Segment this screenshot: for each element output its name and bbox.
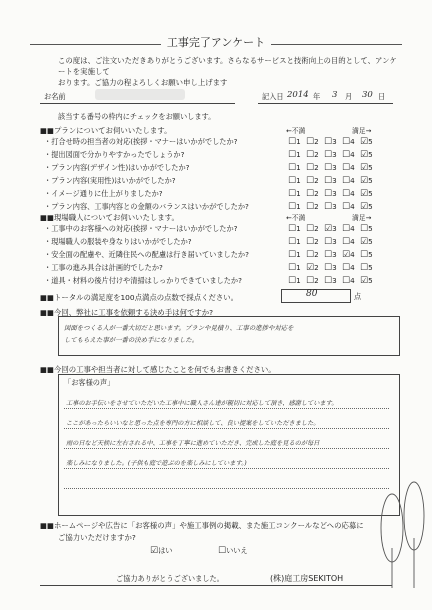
intro-line: おります。ご協力の程よろしくお願い申し上げます	[58, 78, 228, 87]
checkbox-empty-icon[interactable]: ☐	[306, 163, 315, 173]
checkbox-empty-icon[interactable]: ☐	[324, 150, 333, 160]
redacted-name	[95, 89, 185, 100]
total-score: 80	[306, 289, 318, 299]
section2-option[interactable]	[360, 237, 373, 247]
section2-question: ・道具・材料の後片付けや清掃はしっかりできていましたか?	[44, 276, 242, 285]
checkbox-checked-icon[interactable]: ☑	[360, 189, 369, 199]
section1-question: ・プラン内容(デザイン性)はいかがでしたか?	[44, 163, 190, 172]
checkbox-empty-icon[interactable]: ☐	[342, 202, 351, 212]
checkbox-empty-icon[interactable]: ☐	[342, 163, 351, 173]
option-number: 4	[350, 176, 355, 185]
checkbox-empty-icon[interactable]: ☐	[288, 150, 297, 160]
section1-scale-high: 満足→	[352, 127, 372, 135]
option-number: 3	[332, 250, 337, 259]
section2-option[interactable]	[306, 276, 319, 286]
option-number: 4	[350, 276, 355, 285]
section2-option[interactable]	[324, 237, 337, 247]
section1-option[interactable]	[360, 189, 373, 199]
option-number: 5	[368, 202, 373, 211]
reason-line: してもらえた事が一番の決め手になりました。	[64, 336, 199, 344]
checkbox-empty-icon[interactable]: ☐	[324, 237, 333, 247]
section2-option[interactable]	[324, 276, 337, 286]
section1-option[interactable]	[324, 189, 337, 199]
voice-rule	[64, 488, 389, 489]
section2-option[interactable]	[342, 237, 355, 247]
option-number: 2	[314, 224, 319, 233]
checkbox-empty-icon[interactable]: ☐	[306, 150, 315, 160]
homepage-no[interactable]	[218, 546, 248, 556]
option-number: 3	[332, 189, 337, 198]
section2-option[interactable]	[288, 224, 301, 234]
section2-option[interactable]	[342, 263, 355, 273]
tree-illustration-icon	[372, 478, 428, 590]
section2-option[interactable]	[288, 250, 301, 260]
date-field[interactable]	[258, 103, 393, 104]
section2-option[interactable]	[306, 237, 319, 247]
option-number: 5	[368, 237, 373, 246]
section2-option[interactable]	[324, 250, 337, 260]
section2-option[interactable]	[360, 263, 373, 273]
date-day: 30	[362, 90, 373, 100]
instruction: 該当する番号の枠内にチェックをお願いします。	[58, 112, 216, 121]
option-number: 5	[368, 137, 373, 146]
voice-text	[66, 394, 388, 474]
checkbox-empty-icon[interactable]: ☐	[342, 224, 351, 234]
company-name: (株)庭工房SEKITOH	[270, 574, 344, 583]
checkbox-empty-icon[interactable]: ☐	[306, 176, 315, 186]
option-number: 3	[332, 237, 337, 246]
section2-option[interactable]	[342, 224, 355, 234]
checkbox-empty-icon[interactable]: ☐	[324, 189, 333, 199]
option-number: 4	[350, 202, 355, 211]
section1-option[interactable]	[360, 137, 373, 147]
section1-question: ・プラン内容、工事内容との金額のバランスはいかがでしたか?	[44, 202, 249, 211]
checkbox-empty-icon[interactable]: ☐	[306, 250, 315, 260]
checkbox-checked-icon[interactable]: ☑	[360, 137, 369, 147]
intro-text	[58, 55, 398, 88]
option-number: 3	[332, 150, 337, 159]
section1-question: ・イメージ通りに仕上がりましたか?	[44, 189, 163, 198]
year-unit: 年	[313, 92, 321, 101]
section1-option[interactable]	[324, 176, 337, 186]
section1-option[interactable]	[288, 163, 301, 173]
option-number: 2	[314, 163, 319, 172]
checkbox-checked-icon[interactable]: ☑	[360, 176, 369, 186]
checkbox-checked-icon[interactable]: ☑	[342, 250, 351, 260]
section2-scale-high: 満足→	[352, 214, 372, 222]
option-number: 2	[314, 263, 319, 272]
option-number: 5	[368, 263, 373, 272]
checkbox-checked-icon[interactable]: ☑	[324, 224, 333, 234]
option-number: 3	[332, 276, 337, 285]
checkbox-checked-icon[interactable]: ☑	[360, 150, 369, 160]
checkbox-empty-icon[interactable]: ☐	[324, 202, 333, 212]
checkbox-empty-icon[interactable]: ☐	[306, 202, 315, 212]
section2-option[interactable]	[288, 237, 301, 247]
option-number: 4	[350, 189, 355, 198]
section2-option[interactable]	[342, 250, 355, 260]
section1-option[interactable]	[306, 163, 319, 173]
section1-question: ・打合せ時の担当者の対応(挨拶・マナーはいかがでしたか?	[44, 137, 238, 146]
checkbox-empty-icon[interactable]: ☐	[288, 137, 297, 147]
checkbox-empty-icon[interactable]: ☐	[288, 202, 297, 212]
section2-option[interactable]	[324, 263, 337, 273]
homepage-label2: ご協力いただけますか?	[58, 533, 136, 542]
section1-option[interactable]	[360, 163, 373, 173]
checkbox-empty-icon[interactable]: ☐	[360, 263, 369, 273]
section1-option[interactable]	[306, 137, 319, 147]
page-title: 工事完了アンケート	[0, 34, 432, 50]
option-number: 3	[332, 163, 337, 172]
name-field[interactable]	[40, 103, 235, 104]
checkbox-empty-icon[interactable]: ☐	[342, 176, 351, 186]
checkbox-checked-icon[interactable]: ☑	[360, 202, 369, 212]
checkbox-empty-icon[interactable]: ☐	[306, 224, 315, 234]
section1-option[interactable]	[342, 176, 355, 186]
checkbox-empty-icon[interactable]: ☐	[288, 224, 297, 234]
reason-label: ■■今回、弊社に工事を依頼する決め手は何ですか?	[40, 308, 214, 317]
option-number: 2	[314, 250, 319, 259]
homepage-no-label: いいえ	[226, 546, 248, 555]
homepage-label: ■■ホームページや広告に「お客様の声」や施工事例の掲載、また施工コンクールなどへの応募に	[40, 521, 364, 530]
section1-option[interactable]	[324, 137, 337, 147]
option-number: 2	[314, 176, 319, 185]
section2-option[interactable]	[342, 276, 355, 286]
section2-option[interactable]	[306, 250, 319, 260]
section2-header: ■■現場職人についてお伺いいたします。	[40, 213, 179, 222]
voice-line: 楽しみになりました。(子供も庭で遊ぶのを楽しみにしています。)	[66, 460, 247, 467]
section1-option[interactable]	[306, 150, 319, 160]
section2-option[interactable]	[360, 224, 373, 234]
section1-option[interactable]	[306, 176, 319, 186]
section2-option[interactable]	[324, 224, 337, 234]
option-number: 1	[296, 224, 301, 233]
checkbox-checked-icon[interactable]: ☑	[360, 237, 369, 247]
option-number: 5	[368, 276, 373, 285]
option-number: 1	[296, 276, 301, 285]
checkbox-empty-icon[interactable]: ☐	[288, 263, 297, 273]
section2-question: ・現場職人の服装や身なりはいかがでしたか?	[44, 237, 192, 246]
section1-option[interactable]	[342, 163, 355, 173]
checkbox-empty-icon[interactable]: ☐	[324, 163, 333, 173]
checkbox-empty-icon[interactable]: ☐	[324, 276, 333, 286]
checkbox-empty-icon[interactable]: ☐	[306, 189, 315, 199]
option-number: 4	[350, 137, 355, 146]
option-number: 5	[368, 176, 373, 185]
checkbox-empty-icon[interactable]: ☐	[288, 250, 297, 260]
date-month: 3	[332, 90, 338, 100]
checkbox-empty-icon[interactable]: ☐	[360, 224, 369, 234]
option-number: 1	[296, 202, 301, 211]
option-number: 1	[296, 250, 301, 259]
option-number: 1	[296, 263, 301, 272]
option-number: 1	[296, 150, 301, 159]
checkbox-empty-icon[interactable]: ☐	[324, 263, 333, 273]
checkbox-empty-icon[interactable]: ☐	[342, 137, 351, 147]
section1-option[interactable]	[342, 150, 355, 160]
option-number: 2	[314, 237, 319, 246]
section1-option[interactable]	[306, 189, 319, 199]
checkbox-empty-icon[interactable]: ☐	[288, 237, 297, 247]
voice-line: ここがあったらいいなと思った点を専門の方に相談して、良い提案をしていただきました。	[66, 420, 320, 427]
section1-option[interactable]	[360, 176, 373, 186]
option-number: 2	[314, 137, 319, 146]
section2-option[interactable]	[288, 263, 301, 273]
option-number: 2	[314, 189, 319, 198]
footer-rule	[40, 585, 392, 586]
date-label: 記入日	[262, 92, 284, 101]
section1-scale-low: ←不満	[286, 127, 306, 135]
option-number: 1	[296, 189, 301, 198]
checkbox-empty-icon[interactable]: ☐	[288, 163, 297, 173]
checkbox-empty-icon[interactable]: ☐	[288, 276, 297, 286]
section2-option[interactable]	[306, 263, 319, 273]
option-number: 3	[332, 137, 337, 146]
option-number: 1	[296, 163, 301, 172]
section1-option[interactable]	[342, 189, 355, 199]
checkbox-empty-icon[interactable]: ☐	[324, 137, 333, 147]
reason-text	[64, 322, 294, 346]
option-number: 1	[296, 137, 301, 146]
checkbox-empty-icon[interactable]: ☐	[342, 150, 351, 160]
option-number: 1	[296, 237, 301, 246]
option-number: 5	[368, 189, 373, 198]
checkbox-empty-icon[interactable]: ☐	[306, 276, 315, 286]
option-number: 4	[350, 224, 355, 233]
section1-option[interactable]	[324, 163, 337, 173]
checkbox-checked-icon[interactable]: ☑	[360, 163, 369, 173]
section1-option[interactable]	[288, 189, 301, 199]
section1-option[interactable]	[306, 202, 319, 212]
option-number: 2	[314, 276, 319, 285]
section1-option[interactable]	[324, 150, 337, 160]
section2-option[interactable]	[360, 250, 373, 260]
section1-question: ・提出図面で分かりやすかったでしょうか?	[44, 150, 185, 159]
section1-option[interactable]	[288, 176, 301, 186]
checkbox-empty-icon[interactable]: ☐	[360, 250, 369, 260]
option-number: 2	[314, 150, 319, 159]
section1-option[interactable]	[324, 202, 337, 212]
section1-option[interactable]	[342, 137, 355, 147]
section1-question: ・プラン内容(実用性)はいかがでしたか?	[44, 176, 176, 185]
option-number: 1	[296, 176, 301, 185]
section2-option[interactable]	[288, 276, 301, 286]
section1-option[interactable]	[288, 137, 301, 147]
name-label: お名前	[44, 92, 66, 101]
total-label: ■■トータルの満足度を100点満点の点数で採点ください。	[40, 293, 239, 302]
option-number: 2	[314, 202, 319, 211]
checkbox-empty-icon[interactable]: ☐	[306, 137, 315, 147]
voice-line: 工事のお手伝いをさせていただいた工事中に職人さん達が親切に対応して頂き、感謝しています。	[66, 400, 338, 407]
section1-header: ■■プランについてお伺いいたします。	[40, 126, 172, 135]
checkbox-empty-icon[interactable]: ☐	[342, 237, 351, 247]
option-number: 5	[368, 163, 373, 172]
section2-scale-low: ←不満	[286, 214, 306, 222]
checkbox-empty-icon[interactable]: ☐	[342, 263, 351, 273]
checkbox-empty-icon[interactable]: ☐	[342, 276, 351, 286]
checkbox-empty-icon[interactable]: ☐	[324, 250, 333, 260]
checkbox-empty-icon[interactable]: ☐	[288, 189, 297, 199]
checkbox-empty-icon[interactable]: ☐	[306, 237, 315, 247]
checkbox-checked-icon[interactable]: ☑	[306, 263, 315, 273]
voice-line: 雨の日など天候に左右される中、工事を丁寧に進めていただき、完成した庭を見るのが毎日	[66, 440, 320, 447]
section1-option[interactable]	[360, 150, 373, 160]
option-number: 4	[350, 163, 355, 172]
option-number: 5	[368, 224, 373, 233]
option-number: 5	[368, 250, 373, 259]
option-number: 4	[350, 263, 355, 272]
thanks-text: ご協力ありがとうございました。	[116, 574, 224, 583]
checkbox-checked-icon[interactable]: ☑	[360, 276, 369, 286]
option-number: 3	[332, 263, 337, 272]
voice-sub-label: 「お客様の声」	[64, 378, 115, 387]
option-number: 5	[368, 150, 373, 159]
section2-option[interactable]	[360, 276, 373, 286]
section2-question: ・安全面の配慮や、近隣住民への配慮は行き届いていましたか?	[44, 250, 249, 259]
section1-option[interactable]	[288, 202, 301, 212]
checkbox-empty-icon[interactable]: ☐	[218, 546, 227, 556]
reason-line: 図面をつくる人が一番大切だと思います。プランや見積り、工事の進捗や対応を	[64, 324, 294, 332]
option-number: 4	[350, 150, 355, 159]
checkbox-empty-icon[interactable]: ☐	[288, 176, 297, 186]
checkbox-empty-icon[interactable]: ☐	[342, 189, 351, 199]
intro-line: この度は、ご注文いただきありがとうございます。さらなるサービスと技術向上の目的として、アンケートを実施して	[58, 56, 397, 76]
section2-question: ・工事中のお客様への対応(挨拶・マナーはいかがでしたか?	[44, 224, 238, 233]
total-unit: 点	[354, 292, 362, 301]
checkbox-checked-icon[interactable]: ☑	[150, 546, 159, 556]
section2-option[interactable]	[306, 224, 319, 234]
option-number: 3	[332, 202, 337, 211]
section1-option[interactable]	[342, 202, 355, 212]
homepage-yes-label: はい	[158, 546, 173, 555]
option-number: 4	[350, 237, 355, 246]
checkbox-empty-icon[interactable]: ☐	[324, 176, 333, 186]
date-year: 2014	[287, 90, 309, 100]
section1-option[interactable]	[360, 202, 373, 212]
homepage-yes[interactable]	[150, 546, 172, 556]
option-number: 3	[332, 176, 337, 185]
option-number: 3	[332, 224, 337, 233]
month-unit: 月	[345, 92, 353, 101]
section2-question: ・工事の進み具合は計画的でしたか?	[44, 263, 163, 272]
option-number: 4	[350, 250, 355, 259]
day-unit: 日	[378, 92, 386, 101]
section1-option[interactable]	[288, 150, 301, 160]
voice-label: ■■今回の工事や担当者に対して感じたことを何でもお書きください。	[40, 365, 276, 374]
